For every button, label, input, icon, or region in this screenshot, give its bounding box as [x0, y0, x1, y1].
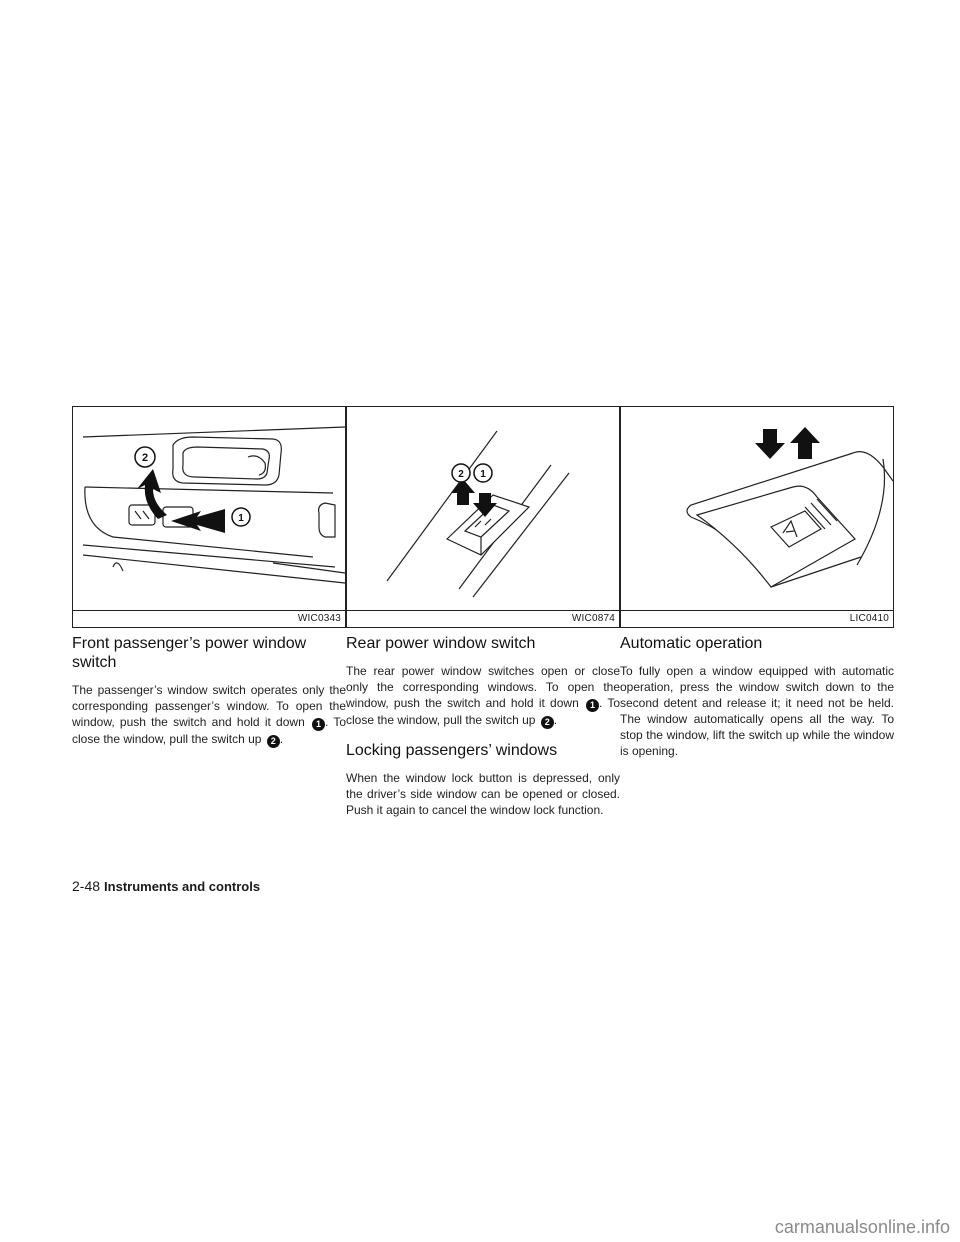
marker-1: 1 [586, 699, 599, 712]
figure-auto-operation [620, 406, 894, 628]
marker-1: 1 [312, 718, 325, 731]
callout-2-label: 2 [458, 469, 464, 480]
page-footer [72, 878, 260, 894]
heading-locking-windows: Locking passengers’ windows [346, 742, 558, 759]
column-rear-switch [346, 634, 620, 818]
callout-1 [232, 508, 250, 526]
callout-1-label: 1 [480, 469, 486, 480]
figure-front-passenger-switch [72, 406, 346, 628]
heading-automatic-operation: Automatic operation [620, 635, 763, 652]
watermark: carmanualsonline.info [774, 1217, 950, 1237]
marker-2: 2 [267, 735, 280, 748]
heading-rear-switch: Rear power window switch [346, 635, 536, 652]
marker-2: 2 [541, 716, 554, 729]
paragraph-front-passenger: The passenger’s window switch operates only the corresponding passenger’s window. To open the window, push the switch and hold it down 1 . To close the window, pull the switch up 2 . [72, 683, 347, 746]
section-title: Instruments and controls [104, 879, 261, 894]
callout-1-label: 1 [238, 513, 244, 524]
paragraph-rear-switch: The rear power window switches open or close only the corresponding windows. To open the window, push the switch and hold it down 1 . To close the window, pull the switch up 2 . [346, 664, 621, 727]
callout-1 [474, 464, 492, 482]
callout-2 [135, 447, 155, 467]
paragraph-automatic-operation: To fully open a window equipped with automatic operation, press the window switch down to the second detent and release it; it need not be held. The window automatically opens all the way. To stop the window, lift the switch up while the window is opening. [620, 664, 894, 758]
rear-switch-illustration [347, 407, 619, 611]
auto-switch-illustration [621, 407, 893, 611]
arrow-up [451, 479, 475, 505]
paragraph-locking-windows: When the window lock button is depressed, only the driver’s side window can be opened or closed. Push it again to cancel the window lock function. [346, 771, 620, 817]
figure-code: WIC0874 [347, 610, 619, 627]
figure-rear-switch [346, 406, 620, 628]
front-door-switch-illustration [73, 407, 345, 611]
figure-code: LIC0410 [621, 610, 893, 627]
callout-2-label: 2 [141, 452, 149, 464]
arrow-up [790, 427, 820, 459]
figure-code: WIC0343 [73, 610, 345, 627]
column-automatic-operation [620, 634, 894, 759]
page-number: 2-48 [72, 878, 101, 894]
callout-2 [452, 464, 470, 482]
arrow-down [755, 429, 785, 459]
heading-front-passenger-switch: Front passenger’s power window switch [72, 635, 307, 671]
column-front-passenger [72, 634, 346, 748]
